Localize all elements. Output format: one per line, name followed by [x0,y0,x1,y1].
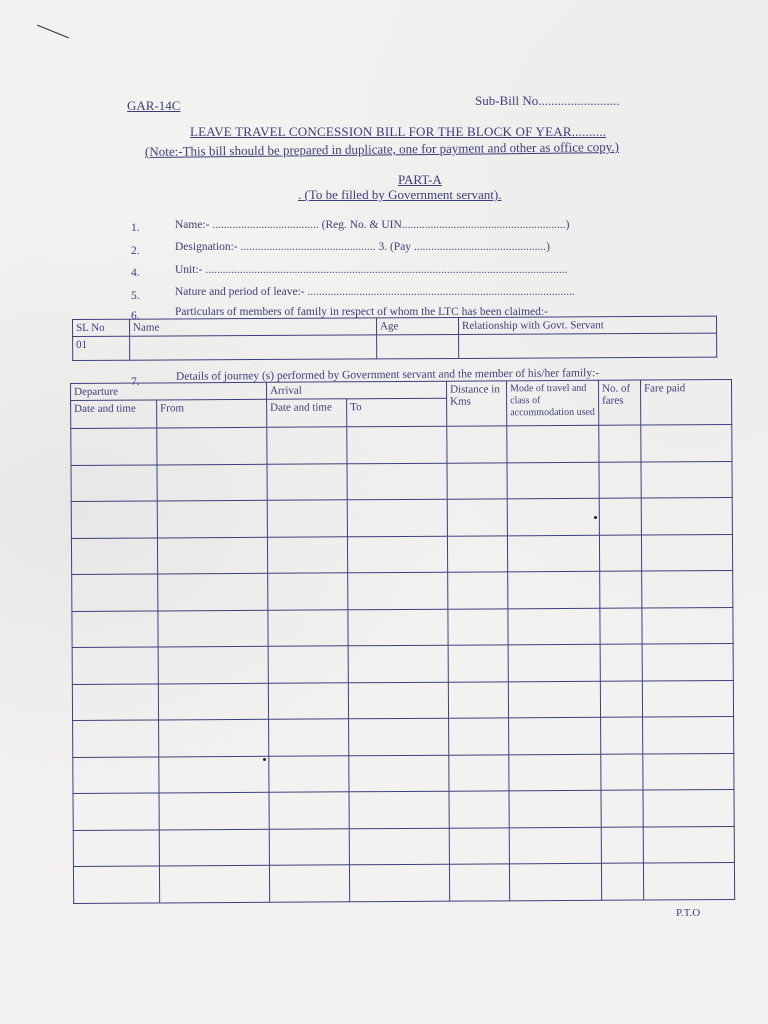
fare-paid-cell[interactable] [641,424,732,461]
mode-cell[interactable] [509,717,601,754]
arrival-date-cell[interactable] [269,865,349,902]
item-5-label: Nature and period of leave:- ............................................................................................. [175,286,575,298]
departure-date-cell[interactable] [71,501,157,538]
from-cell[interactable] [159,829,269,866]
table-row [72,570,733,611]
departure-date-cell[interactable] [73,866,159,903]
distance-cell[interactable] [448,681,508,718]
arrival-date-cell[interactable] [268,682,348,719]
mode-cell[interactable] [507,462,599,499]
departure-date-cell[interactable] [71,464,157,501]
item-2-number: 2. [131,245,140,257]
arrival-date-cell[interactable] [268,609,348,646]
family-members-table [72,316,717,361]
table-row [73,333,717,360]
from-cell[interactable] [159,792,269,829]
from-cell[interactable] [158,573,268,610]
arrival-date-cell[interactable] [268,646,348,683]
arrival-header: Arrival [266,381,446,399]
arrival-date-cell[interactable] [267,463,347,500]
table-row [73,826,734,867]
to-cell[interactable] [348,645,448,682]
mode-cell[interactable] [507,498,599,535]
fares-cell[interactable] [601,790,643,827]
fares-cell[interactable] [599,462,641,499]
arrival-date-cell[interactable] [267,427,347,464]
departure-date-cell[interactable] [72,647,158,684]
distance-cell[interactable] [448,572,508,609]
distance-cell[interactable] [447,499,507,536]
from-cell[interactable] [159,756,269,793]
arrival-date-cell[interactable] [267,536,347,573]
mode-header: Mode of travel and class of accommodation used [506,380,598,426]
form-code: GAR-14C [127,98,181,113]
fares-cell[interactable] [599,535,641,572]
item-4-label: Unit:- .............................................................................................................................. [175,264,568,276]
table-row [71,461,732,502]
fares-cell[interactable] [601,717,643,754]
table-row [71,534,732,575]
arrival-date-cell[interactable] [268,573,348,610]
journey-details-table [70,379,735,904]
to-cell[interactable] [349,791,449,828]
fare-paid-cell[interactable] [641,534,732,571]
item-7-number: 7. [131,376,140,388]
table-row [72,680,733,721]
fares-cell[interactable] [601,863,643,900]
fares-cell[interactable] [601,754,643,791]
table-row [73,753,734,794]
fares-cell[interactable] [601,827,643,864]
to-cell[interactable] [349,755,449,792]
item-1-number: 1. [131,222,140,234]
from-cell[interactable] [158,646,268,683]
departure-from-header: From [157,399,267,428]
mode-cell[interactable] [508,681,600,718]
departure-date-cell[interactable] [73,720,159,757]
to-cell[interactable] [347,499,447,536]
part-title: PART-A [398,172,442,187]
arrival-date-header: Date and time [267,399,347,427]
distance-cell[interactable] [449,827,509,864]
to-cell[interactable] [349,718,449,755]
distance-cell[interactable] [449,864,509,901]
mode-cell[interactable] [509,827,601,864]
distance-header: Distance in Kms [446,381,506,426]
distance-cell[interactable] [448,608,508,645]
mode-cell[interactable] [507,535,599,572]
item-5-number: 5. [131,290,140,302]
fare-paid-cell[interactable] [643,826,734,863]
departure-date-cell[interactable] [72,610,158,647]
distance-cell[interactable] [447,462,507,499]
fares-cell[interactable] [599,425,641,462]
arrival-date-cell[interactable] [269,719,349,756]
from-cell[interactable] [159,865,269,902]
journey-rows [71,424,735,903]
to-cell[interactable] [349,828,449,865]
from-cell[interactable] [157,537,267,574]
item-7-label: Details of journey (s) performed by Government servant and the member of his/her family:- [175,367,600,383]
departure-date-cell[interactable] [71,428,157,465]
family-cell-age[interactable] [377,334,459,358]
fare-paid-header: Fare paid [640,379,731,425]
ink-dot [594,516,597,519]
fares-header: No. of fares [598,380,640,425]
to-cell[interactable] [349,864,449,901]
family-col-age: Age [376,317,458,334]
arrival-date-cell[interactable] [269,755,349,792]
fares-cell[interactable] [600,681,642,718]
arrival-date-cell[interactable] [269,828,349,865]
mode-cell[interactable] [508,571,600,608]
item-4-number: 4. [131,267,140,279]
fare-paid-cell[interactable] [643,789,734,826]
part-subtitle: . (To be filled by Government servant). [298,187,502,202]
item-6-number: 6. [131,310,140,322]
pen-mark [37,25,69,39]
fare-paid-cell[interactable] [643,753,734,790]
fare-paid-cell[interactable] [643,716,734,753]
table-row [73,789,734,830]
table-row [71,497,732,538]
to-cell[interactable] [347,536,447,573]
to-cell[interactable] [348,572,448,609]
item-2-label: Designation:- ............................................... 3. (Pay ..............................................) [175,241,551,253]
arrival-date-cell[interactable] [269,792,349,829]
distance-cell[interactable] [449,718,509,755]
form-note: (Note:-This bill should be prepared in duplicate, one for payment and other as office copy.) [144,139,620,159]
from-cell[interactable] [159,719,269,756]
distance-cell[interactable] [447,426,507,463]
fares-cell[interactable] [599,498,641,535]
sub-bill-number: Sub-Bill No......................... [475,93,620,108]
to-cell[interactable] [348,682,448,719]
family-col-relationship: Relationship with Govt. Servant [458,316,716,334]
from-cell[interactable] [157,464,267,501]
family-cell-relationship[interactable] [459,333,717,358]
fares-cell[interactable] [600,644,642,681]
mode-cell[interactable] [509,754,601,791]
fare-paid-cell[interactable] [642,680,733,717]
to-cell[interactable] [348,609,448,646]
table-row [73,716,734,757]
fare-paid-cell[interactable] [642,643,733,680]
from-cell[interactable] [157,427,267,464]
family-cell-sl: 01 [73,336,130,360]
ink-dot [263,758,266,761]
departure-date-cell[interactable] [73,829,159,866]
arrival-to-header: To [347,398,447,427]
family-col-name: Name [130,318,377,336]
from-cell[interactable] [158,610,268,647]
distance-cell[interactable] [447,535,507,572]
to-cell[interactable] [347,463,447,500]
table-row [72,643,733,684]
family-col-sl: SL No [73,319,130,336]
departure-date-cell[interactable] [72,683,158,720]
departure-date-cell[interactable] [73,793,159,830]
fare-paid-cell[interactable] [641,497,732,534]
item-6-label: Particulars of members of family in respect of whom the LTC has been claimed:- [175,306,548,318]
table-row [71,424,732,465]
table-row [72,607,733,648]
item-1-label: Name:- ..................................... (Reg. No. & UIN.........................................................) [175,219,570,231]
mode-cell[interactable] [509,790,601,827]
mode-cell[interactable] [508,608,600,645]
distance-cell[interactable] [448,645,508,682]
arrival-date-cell[interactable] [267,500,347,537]
distance-cell[interactable] [449,754,509,791]
departure-date-header: Date and time [71,400,157,429]
distance-cell[interactable] [449,791,509,828]
mode-cell[interactable] [509,863,601,900]
fare-paid-cell[interactable] [642,607,733,644]
form-title: LEAVE TRAVEL CONCESSION BILL FOR THE BLOCK OF YEAR.......... [190,124,607,139]
fare-paid-cell[interactable] [643,862,734,899]
fare-paid-cell[interactable] [641,461,732,498]
departure-date-cell[interactable] [73,756,159,793]
please-turn-over: P.T.O [676,907,701,919]
departure-date-cell[interactable] [71,537,157,574]
departure-date-cell[interactable] [72,574,158,611]
fares-cell[interactable] [600,571,642,608]
family-cell-name[interactable] [130,335,377,360]
mode-cell[interactable] [508,644,600,681]
fares-cell[interactable] [600,608,642,645]
departure-header: Departure [71,382,267,400]
from-cell[interactable] [157,500,267,537]
from-cell[interactable] [158,683,268,720]
fare-paid-cell[interactable] [642,570,733,607]
table-row [73,862,734,903]
to-cell[interactable] [347,426,447,463]
mode-cell[interactable] [507,425,599,462]
